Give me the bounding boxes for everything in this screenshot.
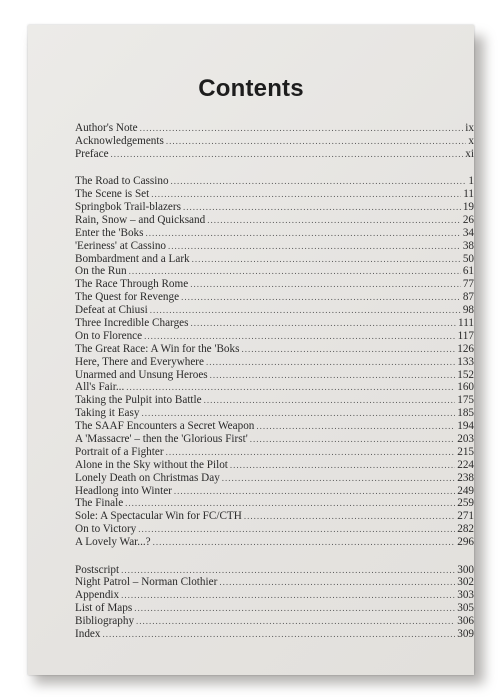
- toc-entry-title: Unarmed and Unsung Heroes: [75, 368, 208, 381]
- toc-entry: [75, 433, 474, 446]
- toc-entry-page: 126: [457, 342, 474, 355]
- dot-leader: [166, 135, 467, 148]
- dot-leader: [134, 602, 455, 615]
- dot-leader: [192, 253, 461, 266]
- dot-leader: [144, 330, 456, 343]
- toc-entry-page: 111: [458, 316, 474, 329]
- toc-entry-title: Index: [75, 627, 101, 640]
- toc-entry-title: Taking the Pulpit into Battle: [75, 394, 202, 407]
- dot-leader: [140, 122, 464, 135]
- toc-entry-title: The Great Race: A Win for the 'Boks: [75, 342, 240, 355]
- toc-entry-page: 203: [457, 432, 474, 445]
- dot-leader: [174, 485, 455, 498]
- toc-entry: [75, 536, 474, 549]
- toc-entry: [75, 459, 474, 472]
- page-title: Contents: [198, 75, 304, 102]
- toc-entry-title: Postscript: [75, 563, 120, 576]
- toc-entry-title: Appendix: [75, 589, 120, 602]
- toc-entry-title: Lonely Death on Christmas Day: [75, 471, 220, 484]
- toc-entry-title: The Race Through Rome: [75, 278, 189, 291]
- dot-leader: [141, 407, 455, 420]
- toc-entry-title: The Quest for Revenge: [75, 291, 180, 304]
- toc-entry-page: 249: [457, 484, 474, 497]
- toc-entry-title: Night Patrol – Norman Clothier: [75, 576, 218, 589]
- toc-entry: [75, 628, 474, 641]
- dot-leader: [146, 227, 461, 240]
- toc-entry-page: 50: [462, 252, 474, 265]
- back-matter-list: [75, 564, 474, 641]
- toc-entry-page: 303: [457, 589, 474, 602]
- toc-entry-page: 11: [463, 188, 474, 201]
- toc-entry: [75, 317, 474, 330]
- toc-entry: [75, 510, 474, 523]
- toc-entry-page: 306: [457, 615, 474, 628]
- toc-entry-title: Author's Note: [75, 122, 138, 134]
- toc-entry: [75, 291, 474, 304]
- dot-leader: [153, 536, 456, 549]
- toc-entry-page: 282: [457, 523, 474, 536]
- toc-entry-title: Acknowledgements: [75, 134, 164, 147]
- dot-leader: [222, 472, 455, 485]
- toc-entry-title: Three Incredible Charges: [75, 316, 189, 329]
- toc-entry-page: 98: [462, 304, 474, 317]
- toc-entry-title: List of Maps: [75, 602, 133, 615]
- dot-leader: [171, 175, 467, 188]
- dot-leader: [183, 201, 461, 214]
- table-of-contents: [75, 122, 474, 641]
- toc-entry-page: 160: [457, 381, 474, 394]
- dot-leader: [168, 240, 461, 253]
- toc-entry: [75, 381, 474, 394]
- dot-leader: [256, 420, 455, 433]
- toc-entry-page: 152: [457, 368, 474, 381]
- toc-entry: [75, 278, 474, 291]
- toc-entry-page: 185: [457, 407, 474, 420]
- toc-entry: [75, 148, 474, 161]
- dot-leader: [204, 394, 456, 407]
- dot-leader: [138, 523, 455, 536]
- toc-entry-page: 300: [457, 563, 474, 576]
- toc-entry-page: 238: [457, 471, 474, 484]
- toc-entry-title: A 'Massacre' – then the 'Glorious First': [75, 432, 248, 445]
- toc-entry: [75, 201, 474, 214]
- toc-entry-title: Alone in the Sky without the Pilot: [75, 458, 228, 471]
- toc-entry: [75, 227, 474, 240]
- dot-leader: [244, 510, 455, 523]
- toc-entry-title: A Lovely War...?: [75, 536, 151, 549]
- chapter-list: [75, 175, 474, 549]
- toc-entry: [75, 135, 474, 148]
- dot-leader: [206, 356, 455, 369]
- dot-leader: [129, 265, 461, 278]
- toc-entry-title: Enter the 'Boks: [75, 226, 144, 239]
- dot-leader: [121, 564, 455, 577]
- toc-entry: [75, 602, 474, 615]
- dot-leader: [126, 381, 455, 394]
- toc-entry-title: The Finale: [75, 497, 124, 510]
- toc-entry-page: 87: [462, 291, 474, 304]
- toc-entry-page: 26: [462, 213, 474, 226]
- toc-entry: [75, 497, 474, 510]
- toc-entry-title: On to Florence: [75, 329, 143, 342]
- toc-entry-page: 61: [462, 265, 474, 278]
- toc-entry: [75, 265, 474, 278]
- dot-leader: [150, 304, 461, 317]
- toc-entry-title: Defeat at Chiusi: [75, 304, 148, 317]
- toc-entry-title: 'Eeriness' at Cassino: [75, 239, 167, 252]
- toc-entry-title: Bombardment and a Lark: [75, 252, 190, 265]
- toc-entry-title: Preface: [75, 147, 109, 160]
- toc-entry-page: 175: [457, 394, 474, 407]
- dot-leader: [190, 317, 456, 330]
- toc-entry-page: 38: [462, 239, 474, 252]
- dot-leader: [207, 214, 461, 227]
- toc-entry-page: 34: [462, 226, 474, 239]
- toc-entry: [75, 122, 474, 135]
- toc-entry: [75, 564, 474, 577]
- toc-entry-page: ix: [465, 122, 474, 134]
- toc-entry-title: On the Run: [75, 265, 127, 278]
- toc-entry: [75, 240, 474, 253]
- dot-leader: [250, 433, 455, 446]
- toc-entry-page: 259: [457, 497, 474, 510]
- dot-leader: [125, 497, 455, 510]
- dot-leader: [219, 576, 455, 589]
- toc-entry: [75, 356, 474, 369]
- toc-entry: [75, 343, 474, 356]
- toc-entry: [75, 188, 474, 201]
- toc-entry-title: All's Fair...: [75, 381, 125, 394]
- dot-leader: [166, 446, 456, 459]
- toc-entry: [75, 407, 474, 420]
- toc-entry: [75, 446, 474, 459]
- toc-entry: [75, 523, 474, 536]
- toc-entry-page: x: [468, 134, 474, 147]
- toc-entry: [75, 576, 474, 589]
- toc-entry: [75, 175, 474, 188]
- toc-entry-title: Here, There and Everywhere: [75, 355, 205, 368]
- toc-entry: [75, 485, 474, 498]
- toc-entry-page: 194: [457, 420, 474, 433]
- toc-entry-title: On to Victory: [75, 523, 137, 536]
- toc-entry-title: Rain, Snow – and Quicksand: [75, 213, 206, 226]
- dot-leader: [136, 615, 455, 628]
- toc-entry-page: 215: [457, 445, 474, 458]
- toc-entry-title: The SAAF Encounters a Secret Weapon: [75, 420, 255, 433]
- toc-entry-page: 305: [457, 602, 474, 615]
- toc-entry-page: 117: [457, 329, 474, 342]
- dot-leader: [151, 188, 461, 201]
- toc-entry-title: The Scene is Set: [75, 188, 150, 201]
- toc-entry-title: The Road to Cassino: [75, 175, 169, 188]
- dot-leader: [241, 343, 455, 356]
- toc-entry: [75, 304, 474, 317]
- dot-leader: [210, 369, 456, 382]
- toc-entry-page: 309: [457, 627, 474, 640]
- dot-leader: [111, 148, 464, 161]
- toc-entry-title: Headlong into Winter: [75, 484, 172, 497]
- toc-entry: [75, 394, 474, 407]
- toc-entry: [75, 589, 474, 602]
- dot-leader: [190, 278, 461, 291]
- toc-entry-page: 133: [457, 355, 474, 368]
- dot-leader: [102, 628, 455, 641]
- toc-entry: [75, 472, 474, 485]
- toc-entry: [75, 214, 474, 227]
- dot-leader: [230, 459, 455, 472]
- toc-entry-title: Taking it Easy: [75, 407, 140, 420]
- toc-entry: [75, 369, 474, 382]
- toc-entry: [75, 615, 474, 628]
- toc-entry-title: Portrait of a Fighter: [75, 445, 164, 458]
- toc-entry: [75, 330, 474, 343]
- toc-entry-page: 224: [457, 458, 474, 471]
- dot-leader: [121, 589, 455, 602]
- toc-entry-title: Springbok Trail-blazers: [75, 200, 181, 213]
- toc-entry-page: 1: [468, 175, 474, 188]
- toc-entry-page: 77: [462, 278, 474, 291]
- toc-entry: [75, 253, 474, 266]
- toc-entry: [75, 420, 474, 433]
- toc-entry-page: 271: [457, 510, 474, 523]
- toc-entry-page: 296: [457, 536, 474, 549]
- front-matter-list: [75, 122, 474, 161]
- toc-entry-page: 19: [462, 200, 474, 213]
- toc-entry-page: xi: [465, 147, 474, 160]
- dot-leader: [181, 291, 461, 304]
- contents-page: [28, 25, 474, 675]
- toc-entry-page: 302: [457, 576, 474, 589]
- toc-entry-title: Bibliography: [75, 615, 135, 628]
- toc-entry-title: Sole: A Spectacular Win for FC/CTH: [75, 510, 242, 523]
